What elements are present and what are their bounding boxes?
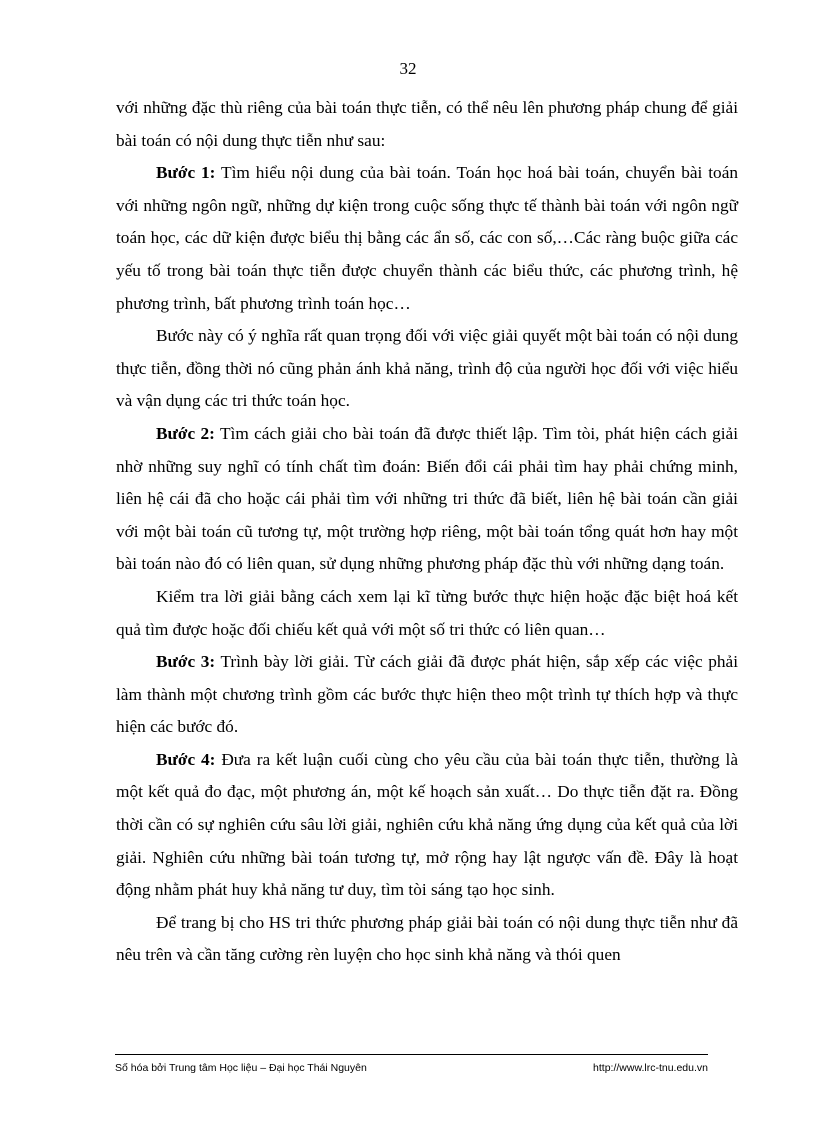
step-label: Bước 3: xyxy=(156,652,216,672)
paragraph-step-3 xyxy=(116,646,738,744)
paragraph-conclusion xyxy=(116,907,738,972)
step-label: Bước 4: xyxy=(156,749,216,769)
paragraph-text: với những đặc thù riêng của bài toán thực tiễn, có thể nêu lên phương pháp chung để giải bài toán có nội dung thực tiễn như sau: xyxy=(116,98,738,150)
footer-source: Số hóa bởi Trung tâm Học liệu – Đại học Thái Nguyên xyxy=(115,1062,367,1074)
paragraph-intro xyxy=(116,92,738,157)
step-label: Bước 1: xyxy=(156,163,216,183)
page-number: 32 xyxy=(399,59,417,78)
step-label: Bước 2: xyxy=(156,423,215,443)
document-body xyxy=(116,92,738,972)
paragraph-step-4 xyxy=(116,744,738,907)
paragraph-step-1-note xyxy=(116,320,738,418)
paragraph-step-2 xyxy=(116,418,738,581)
paragraph-text: Tìm cách giải cho bài toán đã được thiết lập. Tìm tòi, phát hiện cách giải nhờ những suy nghĩ có tính chất tìm đoán: Biến đổi cái phải tìm hay phải chứng minh, liên hệ cái đã cho hoặc cái phải tìm với những tri thức đã biết, liên hệ bài toán cần giải với một bài toán cũ tương tự, một trường hợp riêng, một bài toán tổng quát hơn hay một bài toán nào đó có liên quan, sử dụng những phương pháp đặc thù với những dạng toán. xyxy=(116,423,738,574)
footer-divider xyxy=(115,1054,708,1055)
paragraph-step-1 xyxy=(116,157,738,320)
paragraph-text: Trình bày lời giải. Từ cách giải đã được phát hiện, sắp xếp các việc phải làm thành một chương trình gồm các bước thực hiện theo một trình tự thích hợp và thực hiện các bước đó. xyxy=(116,652,739,737)
paragraph-text: Đưa ra kết luận cuối cùng cho yêu cầu của bài toán thực tiễn, thường là một kết quả đo đạc, một phương án, một kế hoạch sản xuất… Do thực tiễn đặt ra. Đồng thời cần có sự nghiên cứu sâu lời giải, nghiên cứu khả năng ứng dụng của kết quả của lời giải. Nghiên cứu những bài toán tương tự, mở rộng hay lật ngược vấn đề. Đây là hoạt động nhằm phát huy khả năng tư duy, tìm tòi sáng tạo học sinh. xyxy=(116,749,739,900)
footer-url-link[interactable]: http://www.lrc-tnu.edu.vn xyxy=(593,1062,708,1074)
paragraph-text: Để trang bị cho HS tri thức phương pháp giải bài toán có nội dung thực tiễn như đã nêu trên và cần tăng cường rèn luyện cho học sinh khả năng và thói quen xyxy=(116,912,738,965)
paragraph-text: Bước này có ý nghĩa rất quan trọng đối với việc giải quyết một bài toán có nội dung thực tiễn, đồng thời nó cũng phản ánh khả năng, trình độ của người học đối với việc hiểu và vận dụng các tri thức toán học. xyxy=(116,326,738,411)
paragraph-text: Tìm hiểu nội dung của bài toán. Toán học hoá bài toán, chuyển bài toán với những ngôn ngữ, những dự kiện trong cuộc sống thực tế thành bài toán với ngôn ngữ toán học, các dữ kiện được biểu thị bằng các ẩn số, các con số,…Các ràng buộc giữa các yếu tố trong bài toán thực tiễn được chuyển thành các biểu thức, các phương trình, hệ phương trình, bất phương trình toán học… xyxy=(116,163,739,313)
paragraph-text: Kiểm tra lời giải bằng cách xem lại kĩ từng bước thực hiện hoặc đặc biệt hoá kết quả tìm được hoặc đối chiếu kết quả với một số tri thức có liên quan… xyxy=(116,586,738,639)
paragraph-step-2-check xyxy=(116,581,738,646)
